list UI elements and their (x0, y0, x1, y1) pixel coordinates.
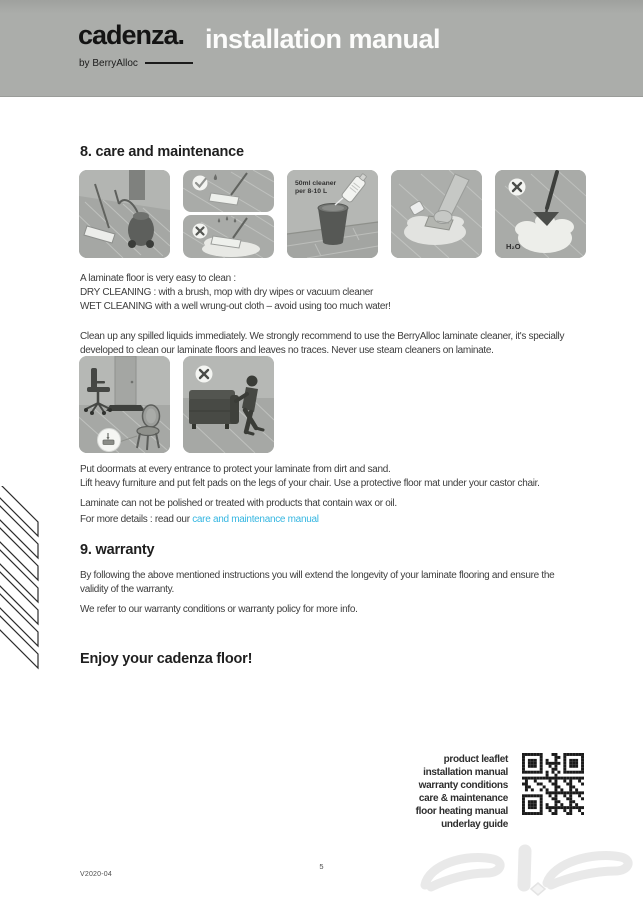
text-line: We refer to our warranty conditions or warranty policy for more info. (80, 604, 358, 615)
resource-item: installation manual (423, 767, 508, 778)
no-steam-cleaner-icon (495, 170, 586, 258)
doormat-felt-pads-illustration (79, 356, 170, 453)
steam-h2o-label: H₂O (506, 242, 521, 251)
text-line: WET CLEANING with a well wrung-out cloth – avoid using too much water! (80, 301, 391, 312)
para-doormats (80, 463, 600, 491)
no-dragging-furniture-illustration (183, 356, 274, 453)
text-line: DRY CLEANING : with a brush, mop with dry wipes or vacuum cleaner (80, 287, 374, 298)
care-maintenance-manual-link[interactable]: care and maintenance manual (192, 514, 319, 525)
brand-subtitle-text: by BerryAlloc (79, 58, 138, 69)
doormat-felt-pads-icon (79, 356, 170, 453)
text-line: developed to clean our laminate floors and leaves no traces. Never use steam cleaners on laminate. (80, 345, 494, 356)
wipe-spill-icon (391, 170, 482, 258)
para-wax (80, 497, 600, 511)
section-care-heading: 8. care and maintenance (80, 144, 244, 160)
resource-item: warranty conditions (418, 780, 508, 791)
text-line: Lift heavy furniture and put felt pads on the legs of your chair. Use a protective floor mat under your castor chair. (80, 478, 540, 489)
wet-mop-no-icon (183, 215, 274, 258)
dosage-label-line1: 50ml cleaner (295, 180, 337, 187)
text-line: Laminate can not be polished or treated with products that contain wax or oil. (80, 498, 397, 509)
text-line: By following the above mentioned instructions you will extend the longevity of your laminate flooring and ensure the (80, 570, 555, 581)
damp-mop-ok-panel (183, 170, 274, 212)
herringbone-pattern-decoration (0, 486, 42, 672)
damp-vs-wet-illustration (183, 170, 274, 258)
herringbone-pattern-icon (0, 486, 42, 672)
no-steam-cleaner-illustration (495, 170, 586, 258)
brand-subtitle (79, 58, 193, 69)
resource-item: underlay guide (441, 819, 508, 830)
resource-item: care & maintenance (418, 793, 508, 804)
text-line: Put doormats at every entrance to protect your laminate from dirt and sand. (80, 464, 391, 475)
text-line: A laminate floor is very easy to clean : (80, 273, 236, 284)
wipe-spill-illustration (391, 170, 482, 258)
para-spilled-liquids (80, 330, 600, 358)
para-longevity (80, 569, 600, 597)
no-dragging-furniture-icon (183, 356, 274, 453)
wet-mop-no-panel (183, 215, 274, 258)
brand-logo: cadenza. (78, 20, 185, 50)
closing-line: Enjoy your cadenza floor! (80, 651, 253, 667)
section-warranty-heading: 9. warranty (80, 542, 155, 558)
text-line: validity of the warranty. (80, 584, 175, 595)
text-line: Clean up any spilled liquids immediately. We strongly recommend to use the BerryAlloc laminate cleaner, it's specially (80, 331, 565, 342)
page-title: installation manual (205, 24, 441, 54)
header-band (0, 0, 643, 97)
care-illustrations-row2 (79, 356, 274, 453)
para-more-details (80, 513, 600, 527)
para-easy-to-clean (80, 272, 600, 314)
version-label: V2020-04 (80, 871, 112, 878)
more-details-prefix: For more details : read our (80, 514, 190, 525)
para-refer (80, 603, 600, 617)
brand-rule-line (145, 62, 193, 64)
care-illustrations-row1 (79, 170, 586, 258)
mop-and-vacuum-icon (79, 170, 170, 258)
damp-mop-ok-icon (183, 170, 274, 212)
resource-item: product leaflet (443, 754, 508, 765)
resources-list (300, 753, 508, 831)
dosage-label-line2: per 8-10 L (295, 188, 328, 195)
qr-code-icon (522, 753, 584, 815)
mop-and-vacuum-illustration (79, 170, 170, 258)
haraj-watermark-icon (395, 837, 643, 899)
cleaner-dosage-illustration (287, 170, 378, 258)
page-number: 5 (319, 862, 324, 871)
cleaner-dosage-icon (287, 170, 378, 258)
resource-item: floor heating manual (415, 806, 508, 817)
